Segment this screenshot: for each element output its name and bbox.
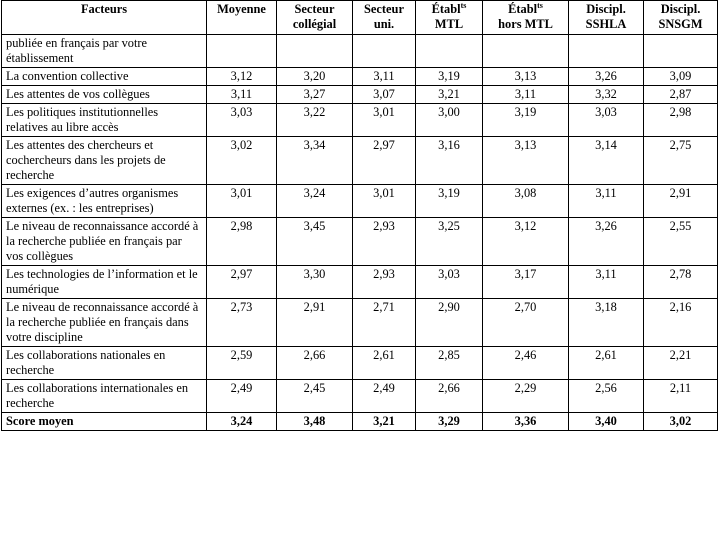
value-cell: 2,97 <box>353 137 416 185</box>
value-cell: 3,26 <box>569 218 644 266</box>
table-row <box>2 218 718 266</box>
total-value: 3,48 <box>277 413 353 431</box>
total-value: 3,24 <box>207 413 277 431</box>
header-factor: Facteurs <box>2 1 207 35</box>
value-cell: 2,91 <box>277 299 353 347</box>
value-cell: 2,66 <box>277 347 353 380</box>
value-cell <box>207 35 277 68</box>
value-cell: 3,27 <box>277 86 353 104</box>
value-cell: 2,93 <box>353 218 416 266</box>
value-cell: 3,22 <box>277 104 353 137</box>
value-cell: 2,91 <box>644 185 718 218</box>
factor-label: Le niveau de reconnaissance accordé à la recherche publiée en français par vos collègues <box>2 218 207 266</box>
factor-label: Le niveau de reconnaissance accordé à la recherche publiée en français dans votre discipline <box>2 299 207 347</box>
factor-label: Les collaborations internationales en recherche <box>2 380 207 413</box>
value-cell <box>569 35 644 68</box>
value-cell: 2,16 <box>644 299 718 347</box>
value-cell: 2,55 <box>644 218 718 266</box>
value-cell: 3,14 <box>569 137 644 185</box>
value-cell <box>353 35 416 68</box>
header-row <box>2 1 718 35</box>
value-cell: 3,02 <box>207 137 277 185</box>
value-cell <box>644 35 718 68</box>
factor-label: Les attentes des chercheurs et cochercheurs dans les projets de recherche <box>2 137 207 185</box>
value-cell: 3,11 <box>483 86 569 104</box>
factor-label: La convention collective <box>2 68 207 86</box>
value-cell: 2,11 <box>644 380 718 413</box>
factor-label: Les exigences d’autres organismes externes (ex. : les entreprises) <box>2 185 207 218</box>
factor-label: Les collaborations nationales en recherche <box>2 347 207 380</box>
total-value: 3,40 <box>569 413 644 431</box>
value-cell: 3,11 <box>353 68 416 86</box>
total-value: 3,36 <box>483 413 569 431</box>
value-cell <box>416 35 483 68</box>
value-cell <box>483 35 569 68</box>
value-cell: 2,66 <box>416 380 483 413</box>
header-snsgm: Discipl. SNSGM <box>644 1 718 35</box>
value-cell: 3,01 <box>207 185 277 218</box>
value-cell: 3,19 <box>416 185 483 218</box>
value-cell: 2,21 <box>644 347 718 380</box>
value-cell: 2,75 <box>644 137 718 185</box>
factor-label: publiée en français par votre établissement <box>2 35 207 68</box>
table-row <box>2 380 718 413</box>
value-cell: 3,07 <box>353 86 416 104</box>
value-cell: 3,03 <box>416 266 483 299</box>
value-cell: 2,98 <box>644 104 718 137</box>
value-cell: 3,16 <box>416 137 483 185</box>
value-cell: 2,59 <box>207 347 277 380</box>
total-value: 3,21 <box>353 413 416 431</box>
total-value: 3,02 <box>644 413 718 431</box>
value-cell: 2,78 <box>644 266 718 299</box>
value-cell: 2,90 <box>416 299 483 347</box>
table-row <box>2 137 718 185</box>
factor-label: Les attentes de vos collègues <box>2 86 207 104</box>
value-cell: 3,25 <box>416 218 483 266</box>
value-cell: 2,56 <box>569 380 644 413</box>
value-cell: 2,49 <box>353 380 416 413</box>
total-row <box>2 413 718 431</box>
value-cell: 3,45 <box>277 218 353 266</box>
value-cell: 3,13 <box>483 137 569 185</box>
table-row <box>2 35 718 68</box>
value-cell: 2,49 <box>207 380 277 413</box>
value-cell: 3,34 <box>277 137 353 185</box>
value-cell: 3,24 <box>277 185 353 218</box>
factor-label: Les politiques institutionnelles relatives au libre accès <box>2 104 207 137</box>
value-cell: 2,73 <box>207 299 277 347</box>
value-cell: 3,21 <box>416 86 483 104</box>
total-label: Score moyen <box>2 413 207 431</box>
value-cell: 2,98 <box>207 218 277 266</box>
table-row <box>2 299 718 347</box>
value-cell: 2,71 <box>353 299 416 347</box>
value-cell: 3,12 <box>483 218 569 266</box>
value-cell: 2,93 <box>353 266 416 299</box>
header-college: Secteur collégial <box>277 1 353 35</box>
factors-table <box>1 0 718 431</box>
table-row <box>2 104 718 137</box>
value-cell: 3,11 <box>207 86 277 104</box>
value-cell: 2,87 <box>644 86 718 104</box>
value-cell: 3,01 <box>353 104 416 137</box>
header-university: Secteur uni. <box>353 1 416 35</box>
value-cell: 3,18 <box>569 299 644 347</box>
total-value: 3,29 <box>416 413 483 431</box>
header-mean: Moyenne <box>207 1 277 35</box>
value-cell: 3,08 <box>483 185 569 218</box>
value-cell: 2,97 <box>207 266 277 299</box>
value-cell: 3,11 <box>569 185 644 218</box>
header-hors-mtl: Établ$^{ts}$ hors MTL <box>483 1 569 35</box>
table-row <box>2 185 718 218</box>
value-cell <box>277 35 353 68</box>
header-mtl: Établ$^{ts}$ MTL <box>416 1 483 35</box>
factor-label: Les technologies de l’information et le numérique <box>2 266 207 299</box>
table-row <box>2 68 718 86</box>
value-cell: 3,03 <box>207 104 277 137</box>
value-cell: 3,03 <box>569 104 644 137</box>
value-cell: 2,45 <box>277 380 353 413</box>
value-cell: 2,61 <box>569 347 644 380</box>
value-cell: 3,09 <box>644 68 718 86</box>
value-cell: 2,85 <box>416 347 483 380</box>
table-row <box>2 347 718 380</box>
value-cell: 3,17 <box>483 266 569 299</box>
value-cell: 3,00 <box>416 104 483 137</box>
value-cell: 3,12 <box>207 68 277 86</box>
value-cell: 3,13 <box>483 68 569 86</box>
value-cell: 3,20 <box>277 68 353 86</box>
value-cell: 3,30 <box>277 266 353 299</box>
table-row <box>2 266 718 299</box>
value-cell: 3,32 <box>569 86 644 104</box>
value-cell: 2,46 <box>483 347 569 380</box>
header-sshla: Discipl. SSHLA <box>569 1 644 35</box>
value-cell: 3,01 <box>353 185 416 218</box>
value-cell: 2,70 <box>483 299 569 347</box>
value-cell: 2,29 <box>483 380 569 413</box>
value-cell: 3,19 <box>416 68 483 86</box>
value-cell: 2,61 <box>353 347 416 380</box>
value-cell: 3,26 <box>569 68 644 86</box>
value-cell: 3,11 <box>569 266 644 299</box>
table-row <box>2 86 718 104</box>
value-cell: 3,19 <box>483 104 569 137</box>
